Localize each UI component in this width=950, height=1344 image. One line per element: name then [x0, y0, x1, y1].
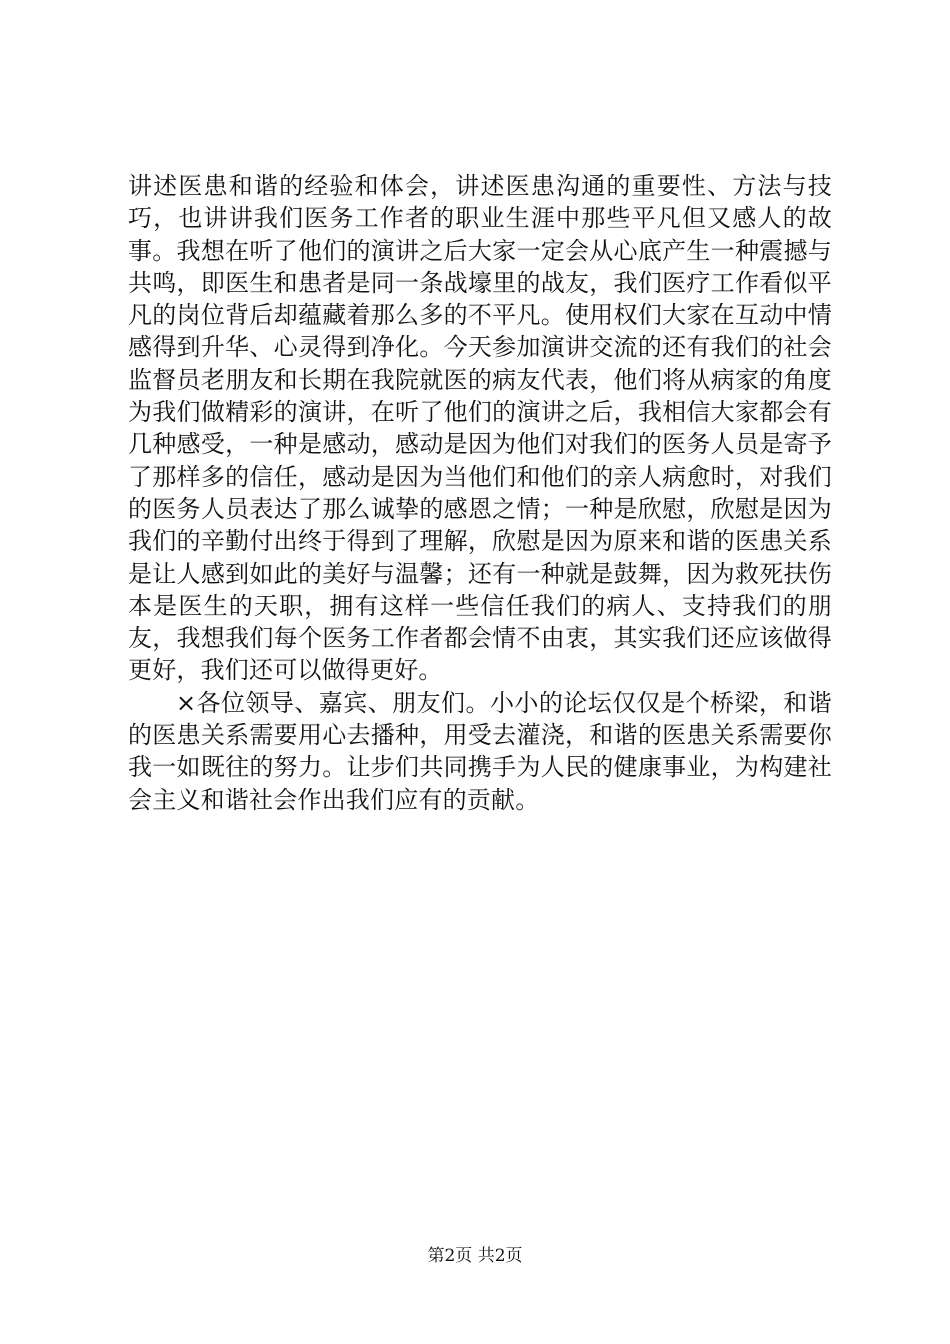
document-body	[128, 170, 832, 816]
body-paragraph-1: 讲述医患和谐的经验和体会，讲述医患沟通的重要性、方法与技巧，也讲讲我们医务工作者的职业生涯中那些平凡但又感人的故事。我想在听了他们的演讲之后大家一定会从心底产生一种震撼与共鸣，即医生和患者是同一条战壕里的战友，我们医疗工作看似平凡的岗位背后却蕴藏着那么多的不平凡。使用权们大家在互动中情感得到升华、心灵得到净化。今天参加演讲交流的还有我们的社会监督员老朋友和长期在我院就医的病友代表，他们将从病家的角度为我们做精彩的演讲，在听了他们的演讲之后，我相信大家都会有几种感受，一种是感动，感动是因为他们对我们的医务人员是寄予了那样多的信任，感动是因为当他们和他们的亲人病愈时，对我们的医务人员表达了那么诚挚的感恩之情；一种是欣慰，欣慰是因为我们的辛勤付出终于得到了理解，欣慰是因为原来和谐的医患关系是让人感到如此的美好与温馨；还有一种就是鼓舞，因为救死扶伤本是医生的天职，拥有这样一些信任我们的病人、支持我们的朋友，我想我们每个医务工作者都会情不由衷，其实我们还应该做得更好，我们还可以做得更好。	[128, 172, 832, 685]
page-number-footer: 第2页 共2页	[427, 1246, 523, 1266]
body-paragraph-2: ×各位领导、嘉宾、朋友们。小小的论坛仅仅是个桥梁，和谐的医患关系需要用心去播种，用受去灌浇，和谐的医患关系需要你我一如既往的努力。让步们共同携手为人民的健康事业，为构建社会主义和谐社会作出我们应有的贡献。	[128, 688, 832, 814]
